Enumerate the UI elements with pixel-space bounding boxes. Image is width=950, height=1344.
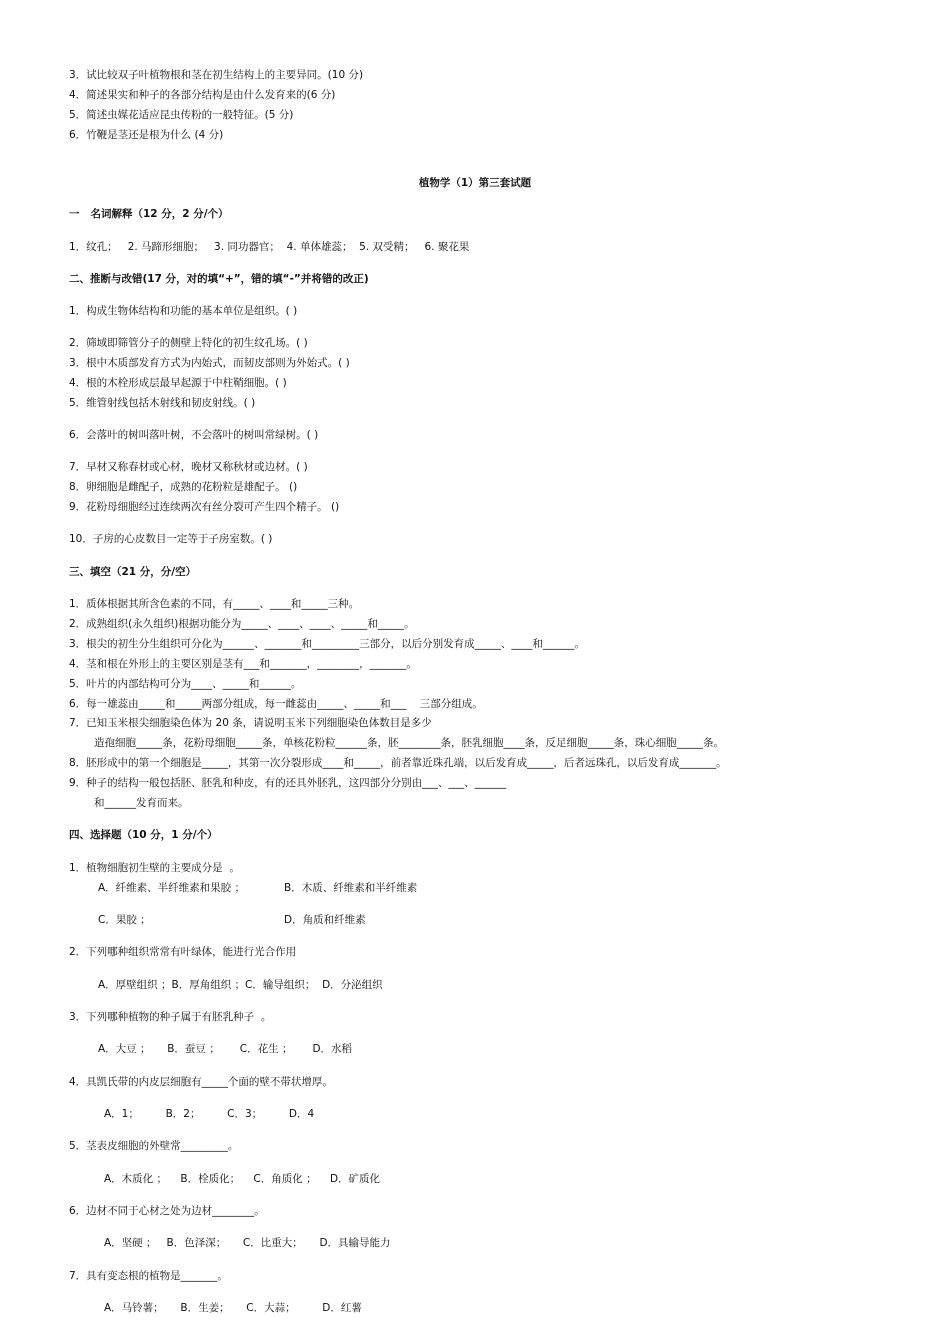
choice-q4-options: A．1； B．2； C．3； D．4 <box>104 1108 315 1120</box>
judge-item-10: 10．子房的心皮数目一定等于子房室数。( ) <box>69 533 273 545</box>
fill-item-9: 9．种子的结构一般包括胚、胚乳和种皮，有的还具外胚乳，这四部分分别由___、___、______ <box>69 777 507 789</box>
section-1-heading: 一 名词解释（12 分，2 分/个） <box>69 208 229 220</box>
choice-q5-stem: 5．茎表皮细胞的外壁常_________。 <box>69 1140 239 1152</box>
section-4-heading: 四、选择题（10 分，1 分/个） <box>69 829 218 841</box>
judge-item-1: 1．构成生物体结构和功能的基本单位是组织。( ) <box>69 305 298 317</box>
fill-item-6: 6．每一雄蕊由_____和_____两部分组成，每一雌蕊由_____、_____和___ 三部分组成。 <box>69 698 483 710</box>
section-2-heading: 二、推断与改错(17 分，对的填“+”，错的填“-”并将错的改正) <box>69 273 369 285</box>
choice-q1-option-b: B．木质、纤维素和半纤维素 <box>284 882 418 894</box>
choice-q5-options: A．木质化 ； B．栓质化； C．角质化 ； D．矿质化 <box>104 1173 381 1185</box>
choice-q4-stem: 4．具凯氏带的内皮层细胞有_____个面的壁不带状增厚。 <box>69 1076 333 1088</box>
fill-item-1: 1．质体根据其所含色素的不同，有_____、____和_____三种。 <box>69 598 360 610</box>
choice-q2-stem: 2．下列哪种组织常常有叶绿体，能进行光合作用 <box>69 946 297 958</box>
section-3-heading: 三、填空（21 分，分/空） <box>69 566 197 578</box>
fill-item-2: 2．成熟组织(永久组织)根据功能分为_____、____、____、_____和_____。 <box>69 618 415 630</box>
judge-item-5: 5．维管射线包括木射线和韧皮射线。( ) <box>69 397 256 409</box>
choice-q7-options: A．马铃薯； B．生姜； C．大蒜； D．红薯 <box>104 1302 362 1314</box>
question-3: 3．试比较双子叶植物根和茎在初生结构上的主要异同。(10 分) <box>69 69 364 81</box>
fill-item-9-continued: 和______发育而来。 <box>94 797 189 809</box>
question-6: 6．竹鞭是茎还是根为什么 (4 分) <box>69 129 224 141</box>
choice-q6-options: A．坚硬 ； B．色泽深； C．比重大； D．具输导能力 <box>104 1237 391 1249</box>
judge-item-3: 3．根中木质部发育方式为内始式，而韧皮部则为外始式。( ) <box>69 357 350 369</box>
judge-item-7: 7．早材又称春材或心材，晚材又称秋材或边材。( ) <box>69 461 308 473</box>
fill-item-5: 5．叶片的内部结构可分为____、_____和______。 <box>69 678 302 690</box>
exam-title: 植物学（1）第三套试题 <box>418 177 532 189</box>
fill-item-4: 4．茎和根在外形上的主要区别是茎有___和_______，________，_______。 <box>69 658 417 670</box>
question-4: 4．简述果实和种子的各部分结构是由什么发育来的(6 分) <box>69 89 336 101</box>
choice-q3-options: A．大豆 ； B．蚕豆 ； C．花生 ； D．水稻 <box>98 1043 353 1055</box>
choice-q1-option-c: C．果胶 ； <box>98 914 151 926</box>
choice-q3-stem: 3．下列哪种植物的种子属于有胚乳种子 。 <box>69 1011 272 1023</box>
choice-q2-options: A．厚壁组织 ；B．厚角组织 ；C．输导组织； D．分泌组织 <box>98 979 383 991</box>
choice-q6-stem: 6．边材不同于心材之处为边材________。 <box>69 1205 265 1217</box>
fill-item-7-continued: 造孢细胞_____条，花粉母细胞_____条，单核花粉粒______条，胚________条，胚乳细胞____条，反足细胞_____条，珠心细胞_____条。 <box>94 737 724 749</box>
section-1-terms: 1．纹孔； 2. 马蹄形细胞； 3. 同功器官； 4. 单体雄蕊； 5. 双受精； 6. 聚花果 <box>69 241 470 253</box>
choice-q1-option-d: D．角质和纤维素 <box>284 914 366 926</box>
judge-item-2: 2．筛域即筛管分子的侧壁上特化的初生纹孔场。( ) <box>69 337 308 349</box>
judge-item-6: 6．会落叶的树叫落叶树，不会落叶的树叫常绿树。( ) <box>69 429 319 441</box>
fill-item-3: 3．根尖的初生分生组织可分化为______、_______和_________三部分，以后分别发育成_____、____和______。 <box>69 638 585 650</box>
question-5: 5．简述虫媒花适应昆虫传粉的一般特征。(5 分) <box>69 109 294 121</box>
fill-item-7: 7．已知玉米根尖细胞染色体为 20 条，请说明玉米下列细胞染色体数目是多少 <box>69 717 432 729</box>
fill-item-8: 8．胚形成中的第一个细胞是_____，其第一次分裂形成____和_____，前者靠近珠孔端，以后发育成_____，后者远珠孔，以后发育成_______。 <box>69 757 727 769</box>
judge-item-8: 8．卵细胞是雌配子，成熟的花粉粒是雄配子。 () <box>69 481 298 493</box>
choice-q1-option-a: A．纤维素、半纤维素和果胶 ； <box>98 882 246 894</box>
judge-item-4: 4．根的木栓形成层最早起源于中柱鞘细胞。( ) <box>69 377 287 389</box>
choice-q1-stem: 1．植物细胞初生壁的主要成分是 。 <box>69 862 240 874</box>
judge-item-9: 9．花粉母细胞经过连续两次有丝分裂可产生四个精子。 () <box>69 501 340 513</box>
choice-q7-stem: 7．具有变态根的植物是_______。 <box>69 1270 228 1282</box>
